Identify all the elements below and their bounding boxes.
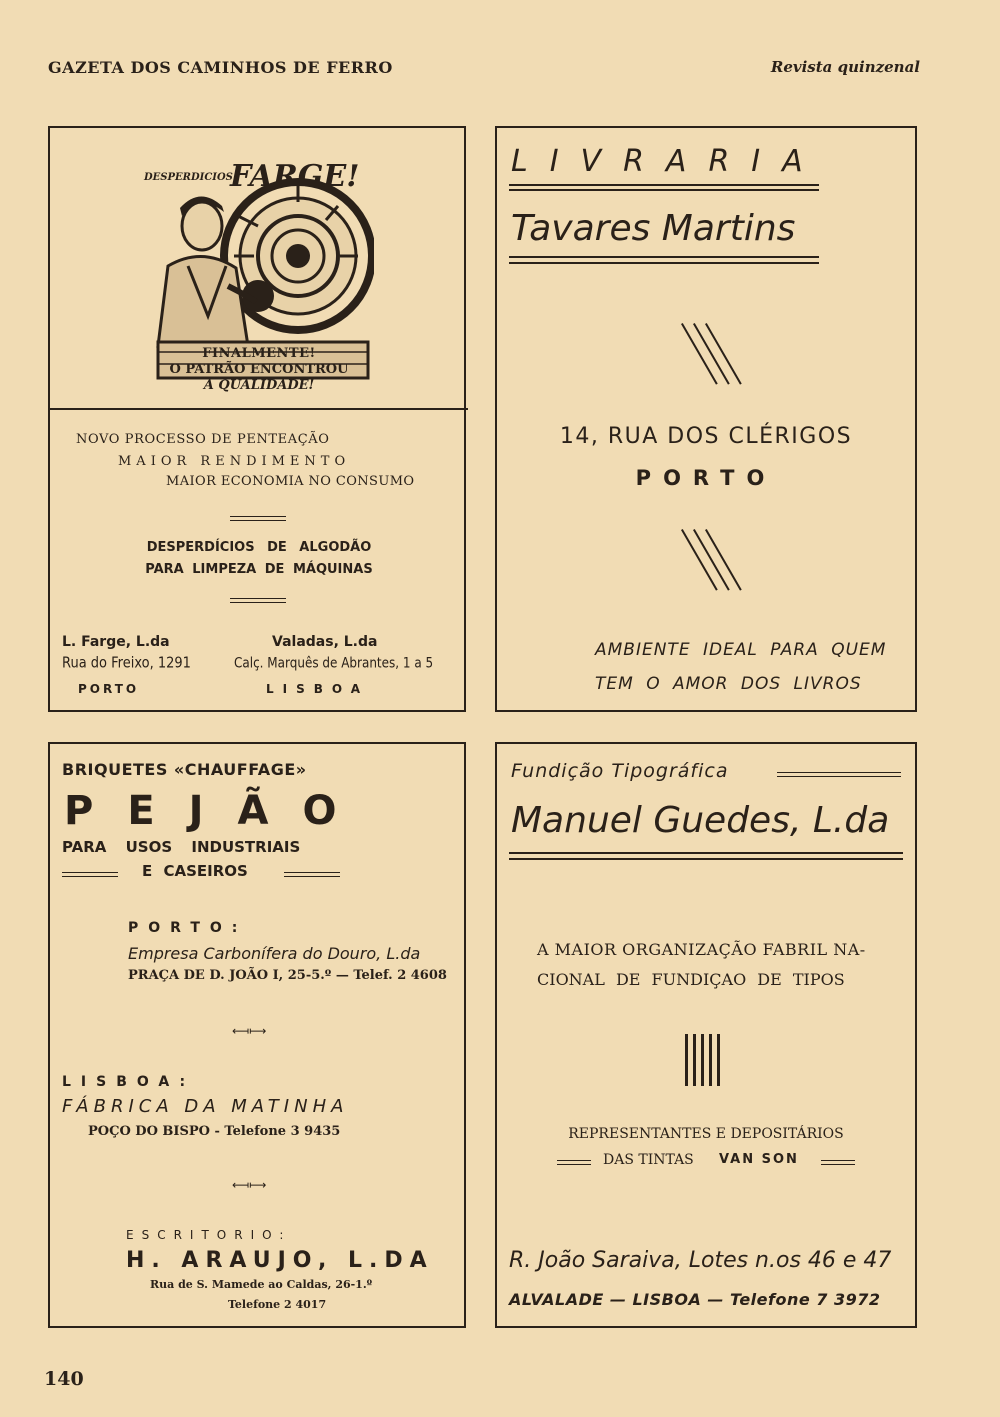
pejao-rule-left — [62, 872, 118, 877]
farge-claim-2: MAIOR RENDIMENTO — [118, 454, 351, 469]
ad-livraria-tavares-martins — [495, 126, 917, 712]
pejao-lisboa-label: LISBOA: — [62, 1074, 196, 1090]
farge-company-right-name: Valadas, L.da — [272, 634, 378, 650]
livraria-tagline-2: TEM O AMOR DOS LIVROS — [595, 674, 862, 694]
farge-slogan-2: O PATRÃO ENCONTROU — [169, 362, 349, 377]
guedes-reps-prefix: DAS TINTAS — [603, 1152, 694, 1168]
livraria-rule-2b — [509, 262, 819, 264]
pejao-product: BRIQUETES «CHAUFFAGE» — [62, 760, 307, 779]
guedes-reps-brand: VAN SON — [719, 1152, 799, 1167]
farge-product-1: DESPERDÍCIOS DE ALGODÃO — [146, 540, 372, 555]
guedes-rule-a — [509, 852, 903, 854]
farge-company-right-address: Calç. Marquês de Abrantes, 1 a 5 — [234, 654, 434, 672]
guedes-reps-line1: REPRESENTANTES E DEPOSITÁRIOS — [568, 1126, 844, 1142]
guedes-reps-rule-left — [557, 1160, 591, 1165]
pejao-porto-address: PRAÇA DE D. JOÃO I, 25-5.º — Telef. 2 4608 — [128, 968, 447, 983]
livraria-rule-1b — [509, 189, 819, 191]
wheel-icon — [224, 182, 372, 330]
guedes-reps-rule-right — [821, 1160, 855, 1165]
farge-slogan-1: FINALMENTE! — [202, 346, 316, 361]
pejao-office-company: H. ARAUJO, L.DA — [126, 1248, 434, 1273]
ad-manuel-guedes — [495, 742, 917, 1328]
pejao-use-line1: PARA USOS INDUSTRIAIS — [62, 838, 301, 856]
pejao-office-phone: Telefone 2 4017 — [228, 1298, 327, 1311]
farge-company-right-city: LISBOA — [266, 682, 370, 696]
pejao-ornament-2: ⟻⟼ — [232, 1178, 267, 1192]
pejao-ornament-1: ⟻⟼ — [232, 1024, 267, 1038]
pejao-office-label: ESCRITORIO: — [126, 1228, 292, 1242]
farge-slogan-3: A QUALIDADE! — [203, 378, 315, 393]
page-header — [48, 58, 920, 88]
pejao-office-address: Rua de S. Mamede ao Caldas, 26-1.º — [150, 1278, 373, 1291]
farge-rule-1 — [230, 516, 286, 521]
livraria-rule-2a — [509, 256, 819, 258]
farge-claim-1: NOVO PROCESSO DE PENTEAÇÃO — [76, 432, 330, 447]
livraria-tagline-1: AMBIENTE IDEAL PARA QUEM — [595, 640, 887, 660]
farge-logo-prefix: DESPERDICIOS — [144, 172, 233, 183]
publication-subtitle: Revista quinzenal — [770, 58, 920, 76]
guedes-heading: Fundição Tipográfica — [511, 760, 729, 782]
guedes-heading-rule — [777, 772, 901, 777]
farge-claim-3: MAIOR ECONOMIA NO CONSUMO — [166, 474, 415, 489]
pejao-porto-company: Empresa Carbonífera do Douro, L.da — [128, 944, 421, 963]
farge-product-2: PARA LIMPEZA DE MÁQUINAS — [145, 562, 373, 577]
livraria-heading: LIVRARIA — [511, 144, 825, 179]
publication-title: GAZETA DOS CAMINHOS DE FERRO — [48, 58, 393, 77]
guedes-name: Manuel Guedes, L.da — [511, 800, 890, 841]
farge-divider — [50, 408, 468, 410]
livraria-city: PORTO — [635, 466, 777, 490]
pejao-use-line2: E CASEIROS — [142, 862, 248, 880]
pejao-porto-label: PORTO: — [128, 920, 248, 936]
farge-company-left-city: PORTO — [78, 682, 140, 696]
guedes-city-phone: ALVALADE — LISBOA — Telefone 7 3972 — [509, 1290, 881, 1309]
pejao-lisboa-address: POÇO DO BISPO - Telefone 3 9435 — [88, 1124, 341, 1139]
farge-logo-brand: FARGE! — [230, 159, 360, 194]
pejao-brand: PEJÃO — [64, 788, 371, 834]
guedes-desc-2: CIONAL DE FUNDIÇAO DE TIPOS — [537, 970, 845, 989]
farge-rule-2 — [230, 598, 286, 603]
guedes-address: R. João Saraiva, Lotes n.os 46 e 47 — [509, 1248, 892, 1273]
ad-pejao-briquetes — [48, 742, 466, 1328]
pejao-lisboa-factory: FÁBRICA DA MATINHA — [62, 1096, 349, 1117]
guedes-desc-1: A MAIOR ORGANIZAÇÃO FABRIL NA- — [537, 940, 866, 959]
pejao-rule-right — [284, 872, 340, 877]
farge-company-left-name: L. Farge, L.da — [62, 634, 170, 650]
livraria-name: Tavares Martins — [511, 208, 796, 249]
guedes-rule-b — [509, 858, 903, 860]
ad-farge — [48, 126, 466, 712]
livraria-address: 14, RUA DOS CLÉRIGOS — [559, 424, 853, 449]
page-number: 140 — [44, 1368, 84, 1390]
livraria-rule-1a — [509, 184, 819, 186]
farge-company-left-address: Rua do Freixo, 1291 — [62, 654, 191, 673]
